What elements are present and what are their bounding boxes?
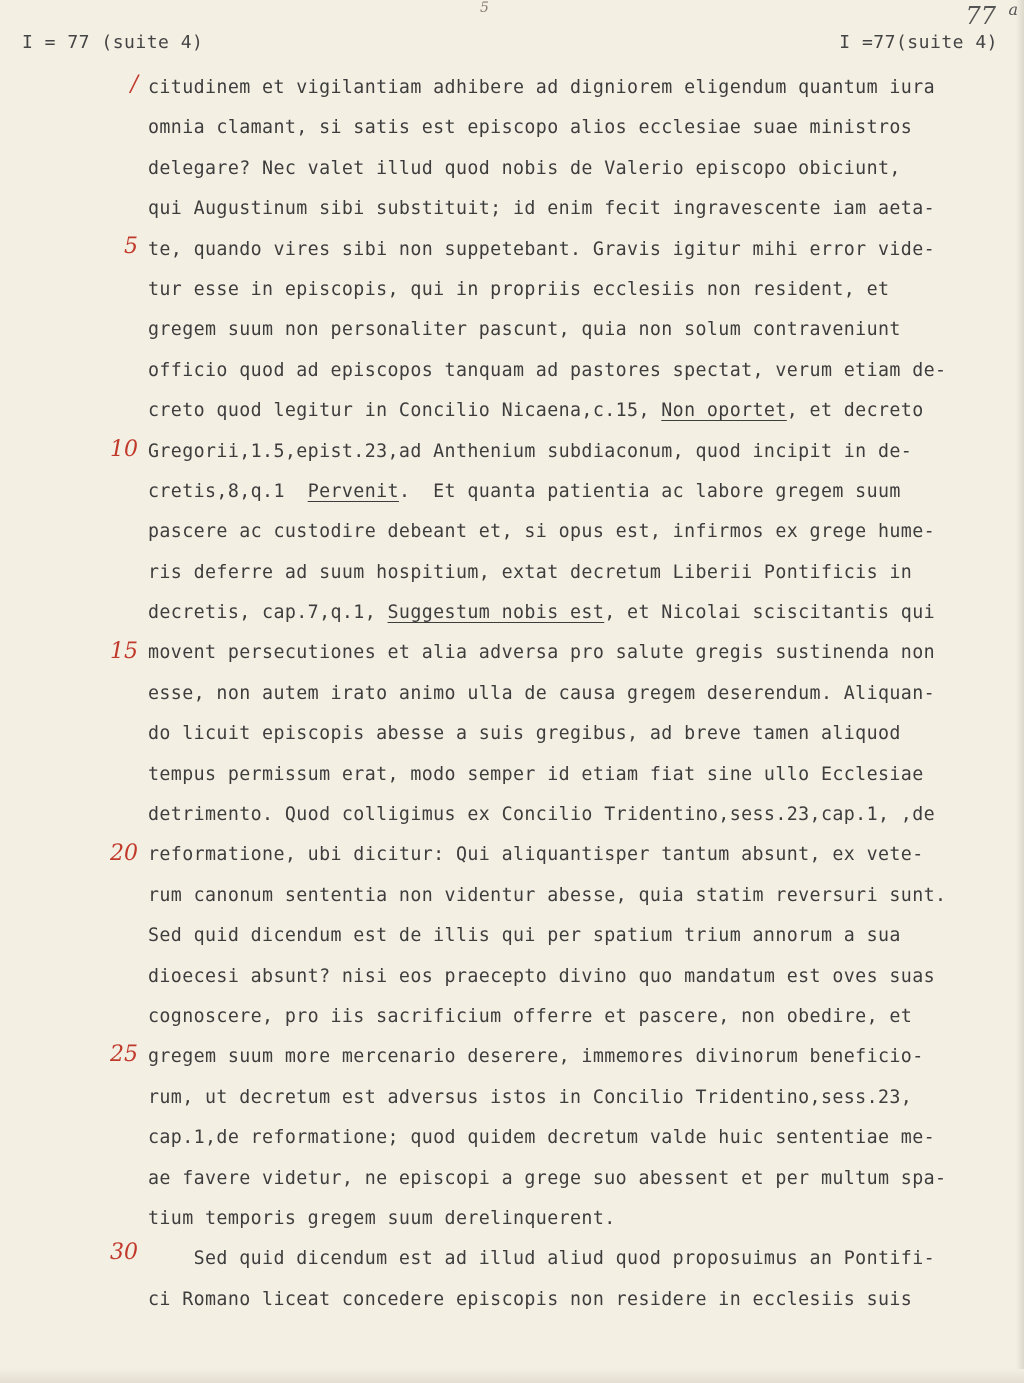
text-line: tur esse in episcopis, qui in propriis ecclesiis non resident, et xyxy=(148,278,890,300)
text-line: do licuit episcopis abesse a suis gregibus, ad breve tamen aliquod xyxy=(148,723,901,745)
handwritten-page-suffix: a xyxy=(1008,0,1018,19)
text-line: ris deferre ad suum hospitium, extat decretum Liberii Pontificis in xyxy=(148,561,913,583)
text-line: Gregorii,1.5,epist.23,ad Anthenium subdiaconum, quod incipit in de- xyxy=(148,440,913,462)
text-line-underlined: creto quod legitur in Concilio Nicaena,c.15, Non oportet, et decreto xyxy=(148,400,924,422)
text-line: cognoscere, pro iis sacrificium offerre et pascere, non obedire, et xyxy=(148,1005,913,1027)
text-line: te, quando vires sibi non suppetebant. Gravis igitur mihi error vide- xyxy=(148,238,936,260)
header-left: I = 77 (suite 4) xyxy=(22,32,204,53)
top-pencil-mark: 5 xyxy=(480,0,489,16)
underlined-citation: Non oportet xyxy=(661,400,787,422)
text-line: pascere ac custodire debeant et, si opus est, infirmos ex grege hume- xyxy=(148,521,936,543)
underlined-citation: Suggestum nobis est xyxy=(387,602,605,624)
text-line: esse, non autem irato animo ulla de causa gregem deserendum. Aliquan- xyxy=(148,682,936,704)
text-line: tempus permissum erat, modo semper id etiam fiat sine ullo Ecclesiae xyxy=(148,763,924,785)
underlined-citation: Pervenit xyxy=(307,480,399,502)
text-line: rum, ut decretum est adversus istos in Concilio Tridentino,sess.23, xyxy=(148,1086,913,1108)
text-line: dioecesi absunt? nisi eos praecepto divino quo mandatum est oves suas xyxy=(148,965,936,987)
text-line: omnia clamant, si satis est episcopo alios ecclesiae suae ministros xyxy=(148,117,913,139)
margin-number-5: 5 xyxy=(124,234,138,259)
margin-number-20: 20 xyxy=(110,841,138,866)
margin-number-30: 30 xyxy=(110,1240,138,1265)
typed-text-block xyxy=(148,74,1018,1326)
margin-number-1: / xyxy=(130,72,138,97)
text-line: Sed quid dicendum est ad illud aliud quod proposuimus an Pontifi- xyxy=(148,1248,936,1270)
text-line: citudinem et vigilantiam adhibere ad digniorem eligendum quantum iura xyxy=(148,77,936,98)
text-line: delegare? Nec valet illud quod nobis de Valerio episcopo obiciunt, xyxy=(148,157,901,179)
text-line: cap.1,de reformatione; quod quidem decretum valde huic sententiae me- xyxy=(148,1127,936,1149)
text-line: tium temporis gregem suum derelinquerent. xyxy=(148,1207,616,1229)
page-edge-bottom xyxy=(0,1369,1024,1383)
text-line: officio quod ad episcopos tanquam ad pastores spectat, verum etiam de- xyxy=(148,359,947,381)
text-line: gregem suum non personaliter pascunt, quia non solum contraveniunt xyxy=(148,319,901,341)
text-line: qui Augustinum sibi substituit; id enim fecit ingravescente iam aeta- xyxy=(148,198,936,220)
text-line: movent persecutiones et alia adversa pro salute gregis sustinenda non xyxy=(148,642,936,664)
text-line-underlined: decretis, cap.7,q.1, Suggestum nobis est, et Nicolai sciscitantis qui xyxy=(148,602,936,624)
handwritten-page-number: 77 xyxy=(965,2,996,30)
header-right: I =77(suite 4) xyxy=(839,32,998,53)
margin-number-15: 15 xyxy=(110,639,138,664)
text-line: ci Romano liceat concedere episcopis non residere in ecclesiis suis xyxy=(148,1288,913,1310)
text-line: reformatione, ubi dicitur: Qui aliquantisper tantum absunt, ex vete- xyxy=(148,844,924,866)
text-line: ae favere videtur, ne episcopi a grege suo abessent et per multum spa- xyxy=(148,1167,947,1189)
text-line-underlined: cretis,8,q.1 Pervenit. Et quanta patientia ac labore gregem suum xyxy=(148,480,901,502)
margin-number-25: 25 xyxy=(110,1042,138,1067)
text-line: detrimento. Quod colligimus ex Concilio Tridentino,sess.23,cap.1, ,de xyxy=(148,804,936,826)
text-line: rum canonum sententia non videntur abesse, quia statim reversuri sunt. xyxy=(148,884,947,906)
margin-number-10: 10 xyxy=(110,437,138,462)
text-line: gregem suum more mercenario deserere, immemores divinorum beneficio- xyxy=(148,1046,924,1068)
text-line: Sed quid dicendum est de illis qui per spatium trium annorum a sua xyxy=(148,925,901,947)
